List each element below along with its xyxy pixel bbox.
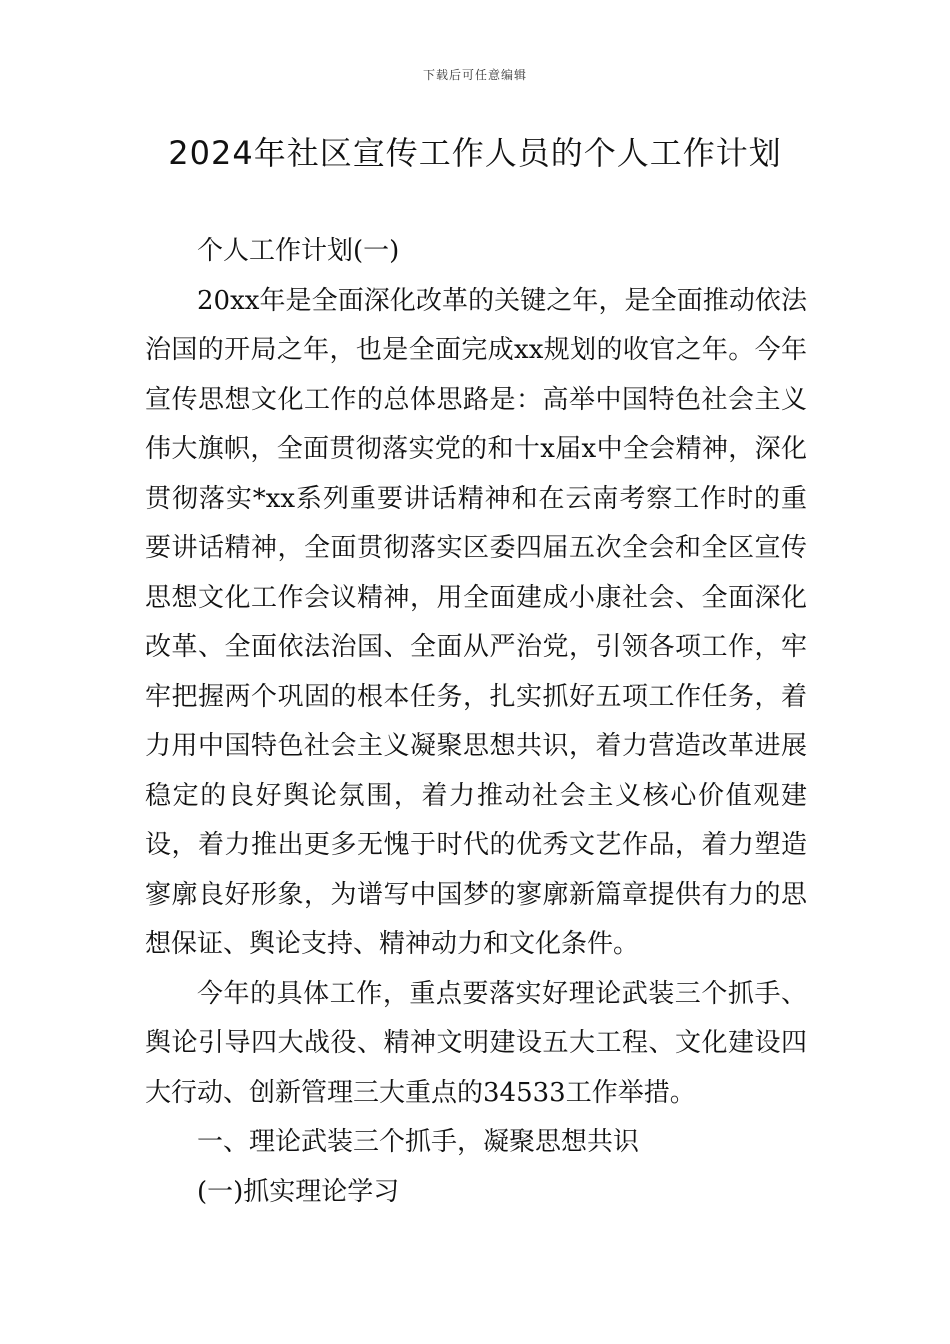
- page-header-note: 下载后可任意编辑: [422, 68, 527, 82]
- subsection-heading-study: (一)抓实理论学习: [197, 1176, 400, 1207]
- document-title: 2024年社区宣传工作人员的个人工作计划: [168, 134, 782, 172]
- section-heading-theory: 一、理论武装三个抓手，凝聚思想共识: [197, 1127, 640, 1157]
- paragraph-specific-work: 今年的具体工作，重点要落实好理论武装三个抓手、舆论引导四大战役、精神文明建设五大工程、文化建设四大行动、创新管理三大重点的34533工作举措。: [145, 978, 807, 1108]
- section-heading-plan-one: 个人工作计划(一): [197, 236, 400, 266]
- paragraph-overview: 20xx年是全面深化改革的关键之年，是全面推动依法治国的开局之年，也是全面完成xx规划的收官之年。今年宣传思想文化工作的总体思路是：高举中国特色社会主义伟大旗帜，全面贯彻落实党的和十x届x中全会精神，深化贯彻落实*xx系列重要讲话精神和在云南考察工作时的重要讲话精神，全面贯彻落实区委四届五次全会和全区宣传思想文化工作会议精神，用全面建成小康社会、全面深化改革、全面依法治国、全面从严治党，引领各项工作，牢牢把握两个巩固的根本任务，扎实抓好五项工作任务，着力用中国特色社会主义凝聚思想共识，着力营造改革进展稳定的良好舆论氛围，着力推动社会主义核心价值观建设，着力推出更多无愧于时代的优秀文艺作品，着力塑造寥廓良好形象，为谱写中国梦的寥廓新篇章提供有力的思想保证、舆论支持、精神动力和文化条件。: [145, 285, 807, 959]
- document-body: [145, 227, 807, 1217]
